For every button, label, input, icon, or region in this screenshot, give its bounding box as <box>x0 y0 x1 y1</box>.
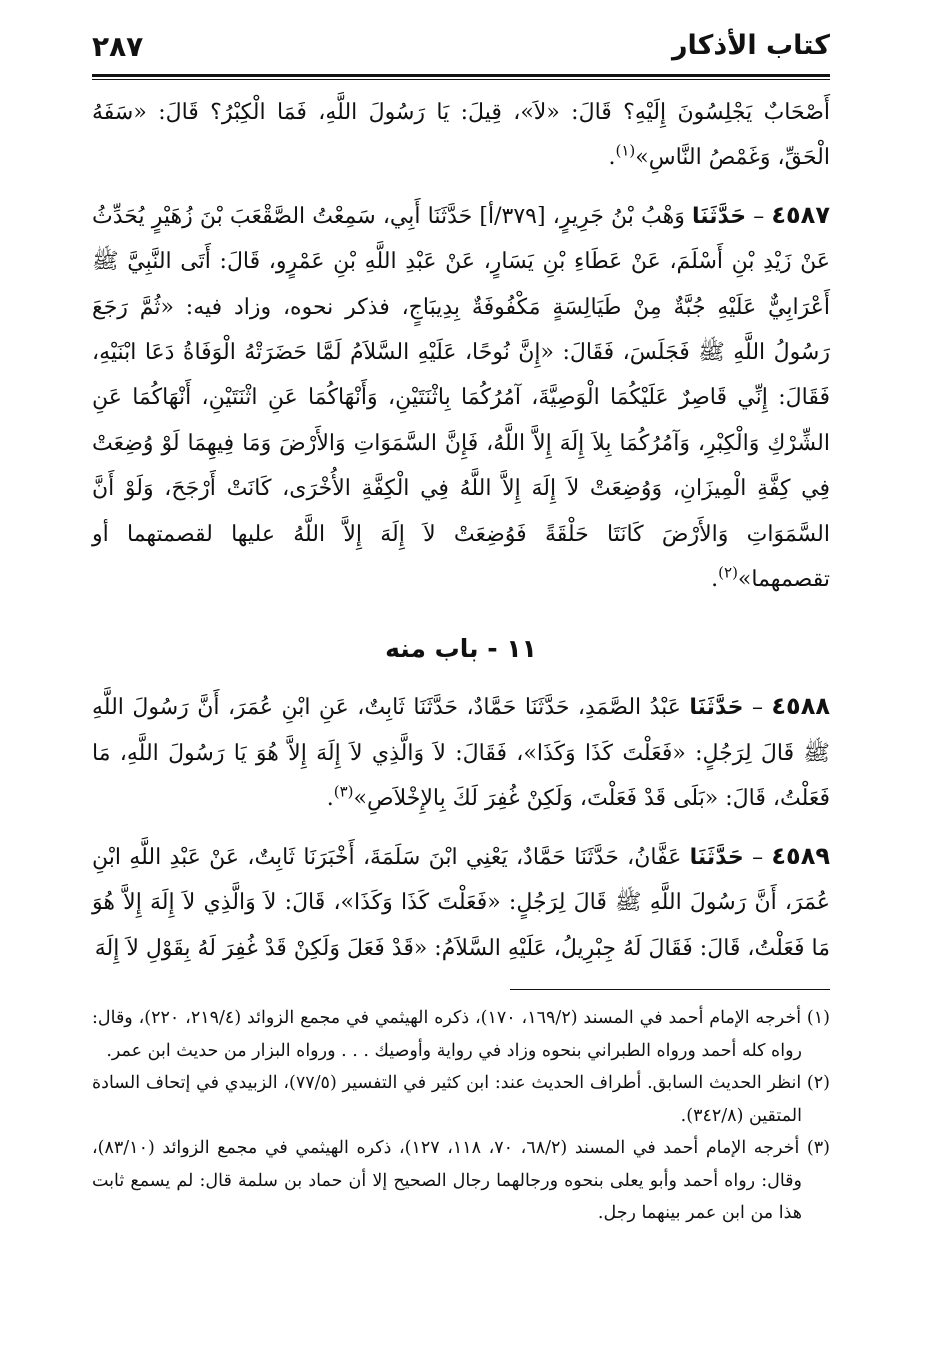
footnote-3 <box>92 1132 830 1230</box>
footnote-marker: (٢) <box>718 563 738 582</box>
continued-hadith-text: أَصْحَابٌ يَجْلِسُونَ إِلَيْهِ؟ قَالَ: «لاَ»، قِيلَ: يَا رَسُولَ اللَّهِ، فَمَا الْكِبْرُ؟ قَالَ: «سَفَهُ الْحَقِّ، وَغَمْصُ النَّاسِ»$^{(١)}$. <box>92 100 830 171</box>
hadith-number: ٤٥٨٨ <box>771 692 830 721</box>
footnote-label: (١) <box>806 1007 830 1028</box>
footnote-label: (٢) <box>806 1073 830 1094</box>
hadith-lead-word: حَدَّثَنَا <box>689 695 744 721</box>
hadith-4589: ٤٥٨٩ – حَدَّثَنَا عَفَّانُ، حَدَّثَنَا حَمَّادٌ، يَعْنِي ابْنَ سَلَمَةَ، أَخْبَرَنَا ثَابِتٌ، عَنْ عَبْدِ اللَّهِ ابْنِ عُمَرَ، أَنَّ رَسُولَ اللَّهِ ﷺ قَالَ لِرَجُلٍ: «فَعَلْتَ كَذَا وَكَذَا»، قَالَ: لاَ وَالَّذِي لاَ إِلَهَ إِلاَّ هُوَ مَا فَعَلْتُ، قَالَ: فَقَالَ لَهُ جِبْرِيلُ، عَلَيْهِ السَّلاَمُ: «قَدْ فَعَلَ وَلَكِنْ قَدْ غُفِرَ لَهُ بِقَوْلِ لاَ إِلَهَ <box>92 841 830 961</box>
continued-hadith-body: أَصْحَابٌ يَجْلِسُونَ إِلَيْهِ؟ قَالَ: «لاَ»، قِيلَ: يَا رَسُولَ اللَّهِ، فَمَا الْكِبْرُ؟ قَالَ: «سَفَهُ الْحَقِّ، وَغَمْصُ النَّاسِ» <box>92 100 830 171</box>
section-title: ١١ - باب منه <box>385 634 537 664</box>
footnote-marker: (١) <box>615 142 636 161</box>
footnote-text: انظر الحديث السابق. أطراف الحديث عند: ابن كثير في التفسير (٧٧/٥)، الزبيدي في إتحاف السادة المتقين (٣٤٢/٨). <box>92 1073 802 1126</box>
hadith-lead-word: حَدَّثَنَا <box>691 203 747 229</box>
footnote-2 <box>92 1067 830 1132</box>
page-header <box>92 30 830 74</box>
hadith-4588: ٤٥٨٨ – حَدَّثَنَا عَبْدُ الصَّمَدِ، حَدَّثَنَا حَمَّادٌ، حَدَّثَنَا ثَابِتٌ، عَنِ ابْنِ عُمَرَ، أَنَّ رَسُولَ اللَّهِ ﷺ قَالَ لِرَجُلٍ: «فَعَلْتَ كَذَا وَكَذَا»، فَقَالَ: لاَ وَالَّذِي لاَ إِلَهَ إِلاَّ هُوَ يَا رَسُولَ اللَّهِ، مَا فَعَلْتُ، قَالَ: «بَلَى قَدْ فَعَلْتَ، وَلَكِنْ غُفِرَ لَكَ بِالإِخْلاَصِ»$^{(٣)}$. <box>92 692 830 812</box>
running-book-title: كتاب الأذكار <box>672 30 830 61</box>
footnote-marker: (٣) <box>333 782 354 801</box>
hadith-number: ٤٥٨٩ <box>771 841 830 870</box>
main-text <box>92 90 830 971</box>
book-page <box>92 30 830 1230</box>
hadith-lead-word: حَدَّثَنَا <box>689 844 744 870</box>
hadith-number: ٤٥٨٧ <box>771 200 830 229</box>
hadith-4587: ٤٥٨٧ – حَدَّثَنَا وَهْبُ بْنُ جَرِيرٍ، [٣٧٩/أ] حَدَّثَنَا أَبِي، سَمِعْتُ الصَّقْعَبَ بْنَ زُهَيْرٍ يُحَدِّثُ عَنْ زَيْدِ بْنِ أَسْلَمَ، عَنْ عَطَاءِ بْنِ يَسَارٍ، عَنْ عَبْدِ اللَّهِ بْنِ عَمْرٍو، قَالَ: أَتَى النَّبِيَّ ﷺ أَعْرَابِيٌّ عَلَيْهِ جُبَّةٌ مِنْ طَيَالِسَةٍ مَكْفُوفَةٌ بِدِيبَاجٍ، فذكر نحوه، وزاد فيه: «ثُمَّ رَجَعَ رَسُولُ اللَّهِ ﷺ فَجَلَسَ، فَقَالَ: «إِنَّ نُوحًا، عَلَيْهِ السَّلاَمُ لَمَّا حَضَرَتْهُ الْوَفَاةُ دَعَا ابْنَيْهِ، فَقَالَ: إِنِّي قَاصِرٌ عَلَيْكُمَا الْوَصِيَّةَ، آمُرُكُمَا بِاثْنَتَيْنِ، وَأَنْهَاكُمَا عَنِ اثْنَتَيْنِ، أَنْهَاكُمَا عَنِ الشِّرْكِ وَالْكِبْرِ، وَآمُرُكُمَا بِلاَ إِلَهَ إِلاَّ اللَّهُ، فَإِنَّ السَّمَوَاتِ وَالأَرْضَ وَمَا فِيهِمَا لَوْ وُضِعَتْ فِي كِفَّةِ الْمِيزَانِ، وَوُضِعَتْ لاَ إِلَهَ إِلاَّ اللَّهُ فِي الْكِفَّةِ الأُخْرَى، كَانَتْ أَرْجَحَ، وَلَوْ أَنَّ السَّمَوَاتِ وَالأَرْضَ كَانَتَا حَلْقَةً فَوُضِعَتْ لاَ إِلَهَ إِلاَّ اللَّهُ عليها لقصمتهما أو تقصمهما»$^{(٢)}$. <box>92 200 830 593</box>
hadith-body: وَهْبُ بْنُ جَرِيرٍ، [٣٧٩/أ] حَدَّثَنَا أَبِي، سَمِعْتُ الصَّقْعَبَ بْنَ زُهَيْرٍ يُحَدِّثُ عَنْ زَيْدِ بْنِ أَسْلَمَ، عَنْ عَطَاءِ بْنِ يَسَارٍ، عَنْ عَبْدِ اللَّهِ بْنِ عَمْرٍو، قَالَ: أَتَى النَّبِيَّ ﷺ أَعْرَابِيٌّ عَلَيْهِ جُبَّةٌ مِنْ طَيَالِسَةٍ مَكْفُوفَةٌ بِدِيبَاجٍ، فذكر نحوه، وزاد فيه: «ثُمَّ رَجَعَ رَسُولُ اللَّهِ ﷺ فَجَلَسَ، فَقَالَ: «إِنَّ نُوحًا، عَلَيْهِ السَّلاَمُ لَمَّا حَضَرَتْهُ الْوَفَاةُ دَعَا ابْنَيْهِ، فَقَالَ: إِنِّي قَاصِرٌ عَلَيْكُمَا الْوَصِيَّةَ، آمُرُكُمَا بِاثْنَتَيْنِ، وَأَنْهَاكُمَا عَنِ اثْنَتَيْنِ، أَنْهَاكُمَا عَنِ الشِّرْكِ وَالْكِبْرِ، وَآمُرُكُمَا بِلاَ إِلَهَ إِلاَّ اللَّهُ، فَإِنَّ السَّمَوَاتِ وَالأَرْضَ وَمَا فِيهِمَا لَوْ وُضِعَتْ فِي كِفَّةِ الْمِيزَانِ، وَوُضِعَتْ لاَ إِلَهَ إِلاَّ اللَّهُ فِي الْكِفَّةِ الأُخْرَى، كَانَتْ أَرْجَحَ، وَلَوْ أَنَّ السَّمَوَاتِ وَالأَرْضَ كَانَتَا حَلْقَةً فَوُضِعَتْ لاَ إِلَهَ إِلاَّ اللَّهُ عليها لقصمتهما أو تقصمهما» <box>92 203 830 593</box>
hadith-body: عَفَّانُ، حَدَّثَنَا حَمَّادٌ، يَعْنِي ابْنَ سَلَمَةَ، أَخْبَرَنَا ثَابِتٌ، عَنْ عَبْدِ اللَّهِ ابْنِ عُمَرَ، أَنَّ رَسُولَ اللَّهِ ﷺ قَالَ لِرَجُلٍ: «فَعَلْتَ كَذَا وَكَذَا»، قَالَ: لاَ وَالَّذِي لاَ إِلَهَ إِلاَّ هُوَ مَا فَعَلْتُ، قَالَ: فَقَالَ لَهُ جِبْرِيلُ، عَلَيْهِ السَّلاَمُ: «قَدْ فَعَلَ وَلَكِنْ قَدْ غُفِرَ لَهُ بِقَوْلِ لاَ إِلَهَ <box>92 844 830 961</box>
footnote-label: (٣) <box>806 1138 830 1159</box>
header-double-rule <box>92 74 830 80</box>
footnote-1 <box>92 1002 830 1067</box>
footnote-text: أخرجه الإمام أحمد في المسند (١٦٩/٢، ١٧٠)، ذكره الهيثمي في مجمع الزوائد (٢١٩/٤، ٢٢٠)، وقال: رواه كله أحمد ورواه الطبراني بنحوه وزاد في رواية وأوصيك . . . ورواه البزار من حديث ابن عمر. <box>92 1007 802 1061</box>
footnote-separator <box>510 989 830 990</box>
footnote-text: أخرجه الإمام أحمد في المسند (٦٨/٢، ٧٠، ١١٨، ١٢٧)، ذكره الهيثمي في مجمع الزوائد (٨٣/١٠)، وقال: رواه أحمد وأبو يعلى بنحوه ورجالهما رجال الصحيح إلا أن حماد بن سلمة قال: لم يسمع ثابت هذا من ابن عمر بينهما رجل. <box>92 1138 802 1224</box>
hadith-body: عَبْدُ الصَّمَدِ، حَدَّثَنَا حَمَّادٌ، حَدَّثَنَا ثَابِتٌ، عَنِ ابْنِ عُمَرَ، أَنَّ رَسُولَ اللَّهِ ﷺ قَالَ لِرَجُلٍ: «فَعَلْتَ كَذَا وَكَذَا»، فَقَالَ: لاَ وَالَّذِي لاَ إِلَهَ إِلاَّ هُوَ يَا رَسُولَ اللَّهِ، مَا فَعَلْتُ، قَالَ: «بَلَى قَدْ فَعَلْتَ، وَلَكِنْ غُفِرَ لَكَ بِالإِخْلاَصِ» <box>92 695 830 812</box>
page-number: ٢٨٧ <box>92 30 144 63</box>
footnotes <box>92 1002 830 1230</box>
